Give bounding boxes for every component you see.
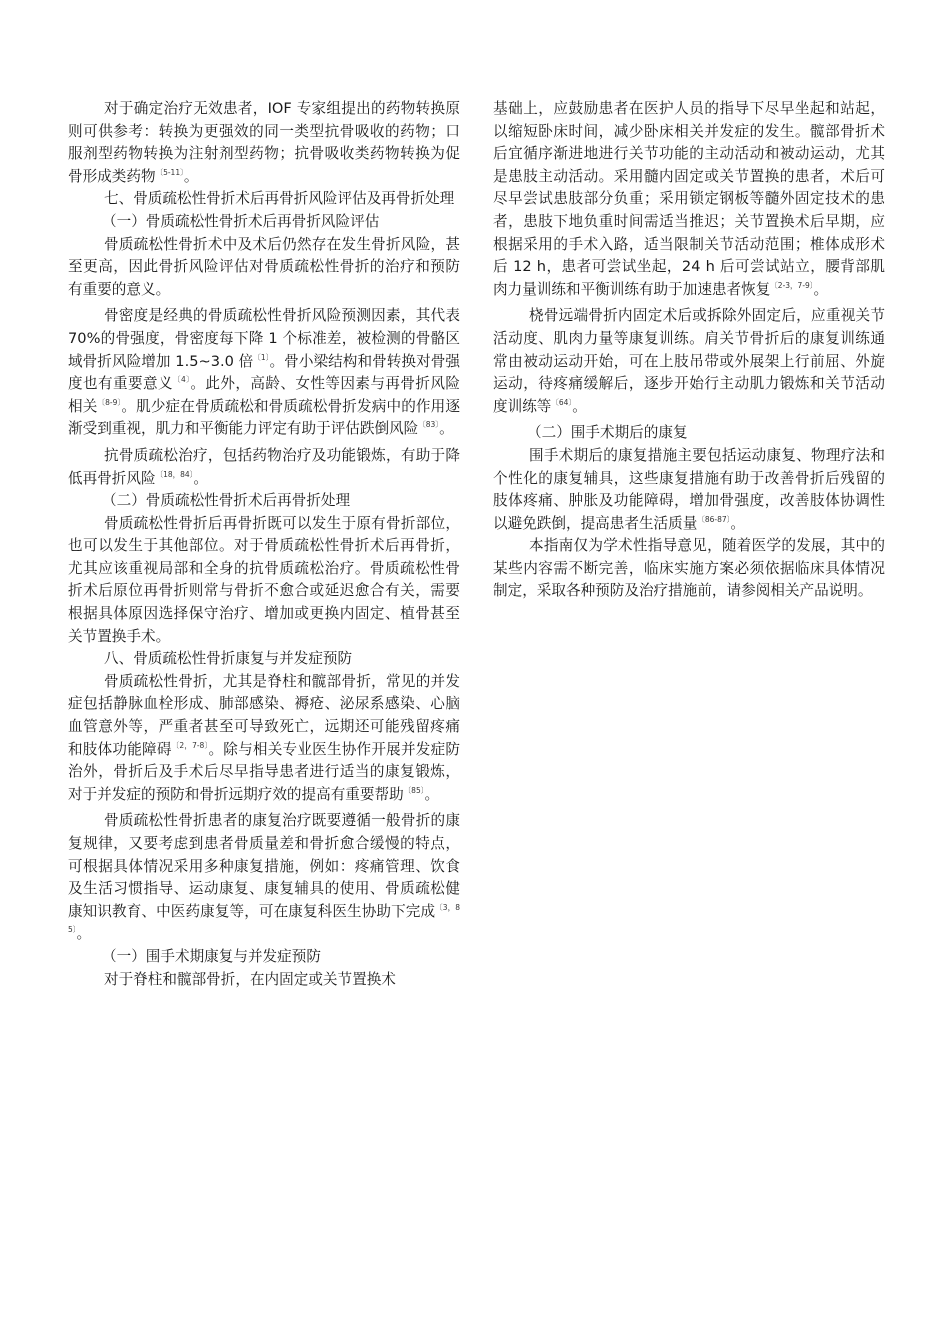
paragraph: 围手术期后的康复措施主要包括运动康复、物理疗法和个性化的康复辅具，这些康复措施有助于改善骨折后残留的肢体疼痛、肿胀及功能障碍，增加骨强度，改善肢体协调性以避免跌倒，提高患者生活质量$^{〔86-87〕}$。	[493, 446, 885, 532]
citation: 〔1〕	[253, 352, 270, 362]
citation: 〔18，84〕	[155, 469, 194, 479]
paragraph: 骨质疏松性骨折，尤其是脊柱和髋部骨折，常见的并发症包括静脉血栓形成、肺部感染、褥疮、泌尿系感染、心脑血管意外等，严重者甚至可导致死亡，远期还可能残留疼痛和肢体功能障碍$^{〔2,7-8〕}$。除与相关专业医生协作开展并发症防治外，骨折后及手术后尽早指导患者进行适当的康复锻炼，对于并发症的预防和骨折远期疗效的提高有重要帮助$^{〔85〕}$。	[68, 672, 460, 803]
paragraph: 对于脊柱和髋部骨折，在内固定或关节置换术	[104, 970, 396, 988]
citation: 〔4〕	[173, 375, 191, 385]
citation: 〔83〕	[418, 420, 440, 430]
citation: 〔86-87〕	[697, 514, 731, 524]
paragraph: 对于确定治疗无效患者，IOF 专家组提出的药物转换原则可供参考：转换为更强效的同一类型抗骨吸收的药物；口服剂型药物转换为注射剂型药物；抗骨吸收类药物转换为促骨形成类药物$^{〔5-11〕}$。	[68, 100, 460, 185]
subsection-heading: （二）骨质疏松性骨折术后再骨折处理	[102, 492, 351, 510]
citation: 〔5-11〕	[155, 167, 184, 177]
subsection-heading: （一）围手术期康复与并发症预防	[102, 947, 321, 965]
citation: 〔2-3，7-9〕	[770, 280, 814, 290]
subsection-heading: （二）围手术期后的康复	[527, 424, 688, 442]
citation: 〔64〕	[551, 397, 573, 407]
left-column	[68, 98, 460, 991]
paragraph: 骨质疏松性骨折患者的康复治疗既要遵循一般骨折的康复规律，又要考虑到患者骨质量差和骨折愈合缓慢的特点，可根据具体情况采用多种康复措施，例如：疼痛管理、饮食及生活习惯指导、运动康复、康复辅具的使用、骨质疏松健康知识教育、中医药康复等，可在康复科医生协助下完成$^{〔3,85〕}$。	[68, 812, 460, 943]
citation: 〔8-9〕	[97, 397, 122, 407]
paragraph-continued: 基础上，应鼓励患者在医护人员的指导下尽早坐起和站起，以缩短卧床时间，减少卧床相关并发症的发生。髋部骨折术后宜循序渐进地进行关节功能的主动活动和被动运动，尤其是患肢主动活动。采用髓内固定或关节置换的患者，术后可尽早尝试患肢部分负重；采用锁定钢板等髓外固定技术的患者，患肢下地负重时间需适当推迟；关节置换术后早期，应根据采用的手术入路，适当限制关节活动范围；椎体成形术后 12 h，患者可尝试坐起，24 h 后可尝试站立，腰背部肌肉力量训练和平衡训练有助于加速患者恢复$^{〔2-3,7-9〕}$。	[493, 100, 885, 298]
citation: 〔85〕	[403, 785, 425, 795]
subsection-heading: （一）骨质疏松性骨折术后再骨折风险评估	[102, 212, 380, 230]
citation: 〔2，7-8〕	[171, 740, 209, 750]
section-heading-7: 七、骨质疏松性骨折术后再骨折风险评估及再骨折处理	[104, 190, 455, 208]
paragraph: 骨质疏松性骨折术中及术后仍然存在发生骨折风险，甚至更高，因此骨折风险评估对骨质疏松性骨折的治疗和预防有重要的意义。	[68, 235, 460, 298]
paragraph: 骨密度是经典的骨质疏松性骨折风险预测因素，其代表 70%的骨强度，骨密度每下降 1 个标准差，被检测的骨骼区域骨折风险增加 1.5~3.0 倍$^{〔1〕}$。骨小梁结构和骨转换对骨强度也有重要意义$^{〔4〕}$。此外，高龄、女性等因素与再骨折风险相关$^{〔8-9〕}$。肌少症在骨质疏松和骨质疏松骨折发病中的作用逐渐受到重视，肌力和平衡能力评定有助于评估跌倒风险$^{〔83〕}$。	[68, 307, 460, 438]
paragraph: 本指南仅为学术性指导意见，随着医学的发展，其中的某些内容需不断完善，临床实施方案必须依据临床具体情况制定，采取各种预防及治疗措施前，请参阅相关产品说明。	[493, 537, 885, 600]
paragraph: 骨质疏松性骨折后再骨折既可以发生于原有骨折部位，也可以发生于其他部位。对于骨质疏松性骨折术后再骨折，尤其应该重视局部和全身的抗骨质疏松治疗。骨质疏松性骨折术后原位再骨折则常与骨折不愈合或延迟愈合有关，需要根据具体原因选择保守治疗、增加或更换内固定、植骨甚至关节置换手术。	[68, 514, 460, 645]
paragraph: 桡骨远端骨折内固定术后或拆除外固定后，应重视关节活动度、肌肉力量等康复训练。肩关节骨折后的康复训练通常由被动运动开始，可在上肢吊带或外展架上行前屈、外旋运动，待疼痛缓解后，逐步开始行主动肌力锻炼和关节活动度训练等$^{〔64〕}$。	[493, 307, 885, 415]
right-column	[493, 98, 885, 603]
section-heading-8: 八、骨质疏松性骨折康复与并发症预防	[104, 650, 353, 668]
paragraph: 抗骨质疏松治疗，包括药物治疗及功能锻炼，有助于降低再骨折风险$^{〔18,84〕}$。	[68, 446, 460, 487]
citation: 〔3，85〕	[68, 902, 460, 935]
